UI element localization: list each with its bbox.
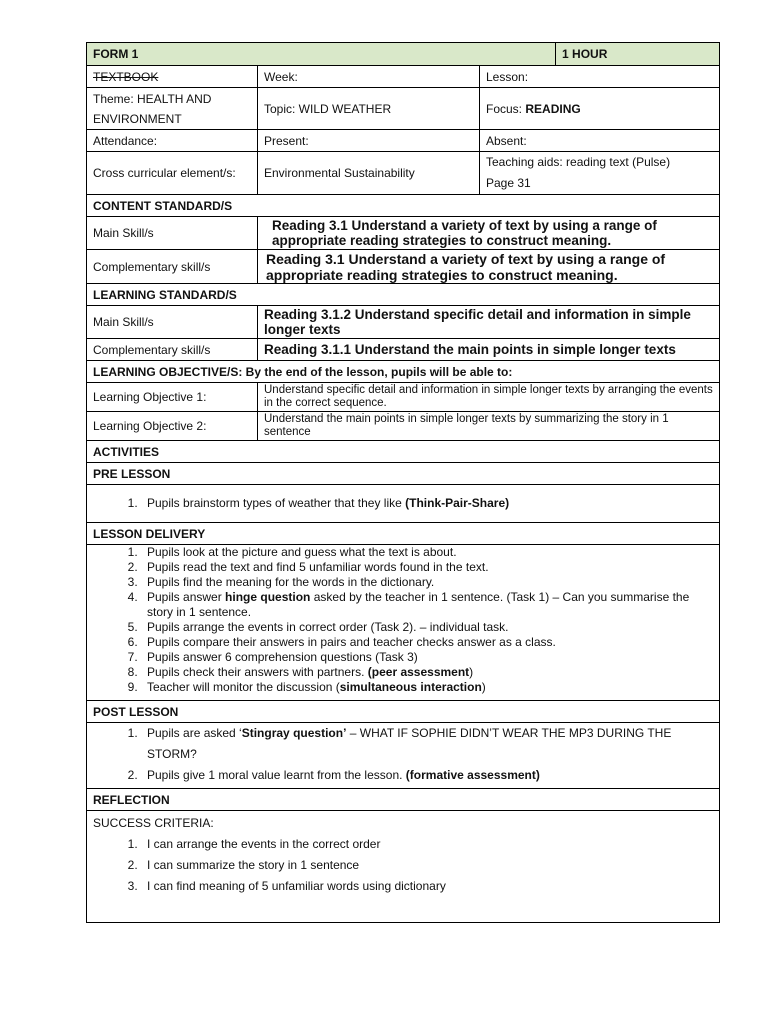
pre-lesson-body-row [87, 485, 720, 523]
list-item [141, 723, 713, 765]
post-lesson-heading-row [87, 701, 720, 723]
theme-row [87, 88, 720, 130]
lesson-delivery-heading: LESSON DELIVERY [87, 523, 720, 545]
attendance-label: Attendance: [87, 130, 258, 152]
cross-curricular-row [87, 152, 720, 195]
list-item-text: asked by the teacher in 1 sentence. (Task 1) – Can you summarise the story in 1 sentence. [147, 590, 690, 619]
list-item: 2. I can summarize the story in 1 sentence [141, 855, 713, 876]
list-item-text: Pupils read the text and find 5 unfamiliar words found in the text. [147, 560, 489, 574]
list-item [141, 665, 713, 680]
list-item: 1. I can arrange the events in the correct order [141, 834, 713, 855]
lesson-delivery-list [93, 545, 713, 695]
page-number-text: Page 31 [486, 176, 531, 190]
objectives-heading-row [87, 361, 720, 383]
cross-curricular-label: Cross curricular element/s: [87, 152, 258, 195]
objective-1-label: Learning Objective 1: [87, 383, 258, 412]
post-lesson-list [93, 723, 713, 786]
success-criteria-list [93, 834, 713, 897]
learning-main-skill-label: Main Skill/s [87, 306, 258, 339]
list-item-bold: hinge question [225, 590, 311, 604]
pre-lesson-list [93, 496, 713, 511]
reflection-heading: REFLECTION [87, 789, 720, 811]
list-item-text: ) [481, 680, 486, 694]
list-item [141, 590, 713, 620]
lesson-delivery-body [87, 545, 720, 701]
learning-main-skill-row [87, 306, 720, 339]
textbook-row [87, 66, 720, 88]
content-standard-heading-row [87, 195, 720, 217]
content-standard-heading: CONTENT STANDARD/S [87, 195, 720, 217]
learning-comp-skill-value: Reading 3.1.1 Understand the main points in simple longer texts [258, 339, 720, 361]
list-item-text: Teacher will monitor the discussion ( [147, 680, 340, 694]
list-item-bold: simultaneous interaction [339, 680, 482, 694]
content-main-skill-row [87, 217, 720, 250]
lesson-plan-table [86, 42, 720, 923]
list-item-bold: (Think-Pair-Share) [405, 496, 510, 510]
pre-lesson-body [87, 485, 720, 523]
list-item: 3. I can find meaning of 5 unfamiliar words using dictionary [141, 876, 713, 897]
list-item-bold: (peer assessment [367, 665, 470, 679]
objective-2-label: Learning Objective 2: [87, 412, 258, 441]
post-lesson-body-row [87, 723, 720, 789]
list-item-text: Pupils give 1 moral value learnt from the lesson. [147, 768, 406, 782]
focus-cell [480, 88, 720, 130]
present-label: Present: [258, 130, 480, 152]
list-item [141, 650, 713, 665]
list-item-text: Pupils brainstorm types of weather that they like [147, 496, 406, 510]
textbook-label: TEXTBOOK [87, 66, 258, 88]
list-item-text: Pupils look at the picture and guess what the text is about. [147, 545, 457, 559]
lesson-plan [86, 42, 719, 923]
content-comp-skill-value: Reading 3.1 Understand a variety of text by using a range of appropriate reading strategies to construct meaning. [258, 250, 720, 284]
content-main-skill-label: Main Skill/s [87, 217, 258, 250]
form-label: FORM 1 [87, 43, 556, 66]
list-item-bold: Stingray question’ [241, 726, 347, 740]
objective-2-row [87, 412, 720, 441]
content-comp-skill-row [87, 250, 720, 284]
pre-lesson-heading-row [87, 463, 720, 485]
learning-standard-heading: LEARNING STANDARD/S [87, 284, 720, 306]
list-item-text: Pupils check their answers with partners. [147, 665, 368, 679]
list-item [141, 620, 713, 635]
learning-comp-skill-row [87, 339, 720, 361]
learning-comp-skill-label: Complementary skill/s [87, 339, 258, 361]
duration-label: 1 HOUR [556, 43, 720, 66]
objective-1-row [87, 383, 720, 412]
post-lesson-heading: POST LESSON [87, 701, 720, 723]
topic-label: Topic: WILD WEATHER [258, 88, 480, 130]
list-item [141, 496, 713, 511]
list-item [141, 545, 713, 560]
lesson-delivery-body-row [87, 545, 720, 701]
reflection-heading-row [87, 789, 720, 811]
teaching-aids-cell [480, 152, 720, 195]
list-item [141, 635, 713, 650]
focus-label: Focus: [486, 101, 526, 116]
activities-heading: ACTIVITIES [87, 441, 720, 463]
lesson-delivery-heading-row [87, 523, 720, 545]
list-item [141, 575, 713, 590]
pre-lesson-heading: PRE LESSON [87, 463, 720, 485]
list-item-text: Pupils find the meaning for the words in the dictionary. [147, 575, 435, 589]
reflection-body [87, 811, 720, 923]
list-item-text: Pupils answer [147, 590, 226, 604]
objective-1-value: Understand specific detail and information in simple longer texts by arranging the events in the correct sequence. [258, 383, 720, 412]
list-item [141, 560, 713, 575]
activities-heading-row [87, 441, 720, 463]
objectives-heading: LEARNING OBJECTIVE/S: By the end of the lesson, pupils will be able to: [87, 361, 720, 383]
cross-curricular-value: Environmental Sustainability [258, 152, 480, 195]
list-item [141, 765, 713, 786]
objective-2-value: Understand the main points in simple longer texts by summarizing the story in 1 sentence [258, 412, 720, 441]
post-lesson-body [87, 723, 720, 789]
content-main-skill-value: Reading 3.1 Understand a variety of text by using a range of appropriate reading strategies to construct meaning. [258, 217, 720, 250]
attendance-row [87, 130, 720, 152]
focus-value: READING [525, 101, 581, 116]
list-item-text: Pupils arrange the events in correct order (Task 2). – individual task. [147, 620, 509, 634]
list-item-text: ) [469, 665, 474, 679]
list-item [141, 680, 713, 695]
list-item-bold: (formative assessment) [405, 768, 540, 782]
success-criteria-label: SUCCESS CRITERIA: [93, 816, 214, 830]
learning-main-skill-value: Reading 3.1.2 Understand specific detail and information in simple longer texts [258, 306, 720, 339]
absent-label: Absent: [480, 130, 720, 152]
learning-standard-heading-row [87, 284, 720, 306]
list-item-text: Pupils answer 6 comprehension questions (Task 3) [147, 650, 418, 664]
list-item-text: – WHAT IF SOPHIE DIDN’T WEAR THE MP3 DURING THE STORM? [147, 726, 672, 761]
teaching-aids-text: Teaching aids: reading text (Pulse) [486, 155, 671, 169]
week-label: Week: [258, 66, 480, 88]
list-item-text: Pupils compare their answers in pairs and teacher checks answer as a class. [147, 635, 556, 649]
content-comp-skill-label: Complementary skill/s [87, 250, 258, 284]
header-row [87, 43, 720, 66]
theme-label: Theme: HEALTH AND ENVIRONMENT [87, 88, 258, 130]
lesson-label: Lesson: [480, 66, 720, 88]
reflection-body-row [87, 811, 720, 923]
list-item-text: Pupils are asked ‘ [147, 726, 242, 740]
